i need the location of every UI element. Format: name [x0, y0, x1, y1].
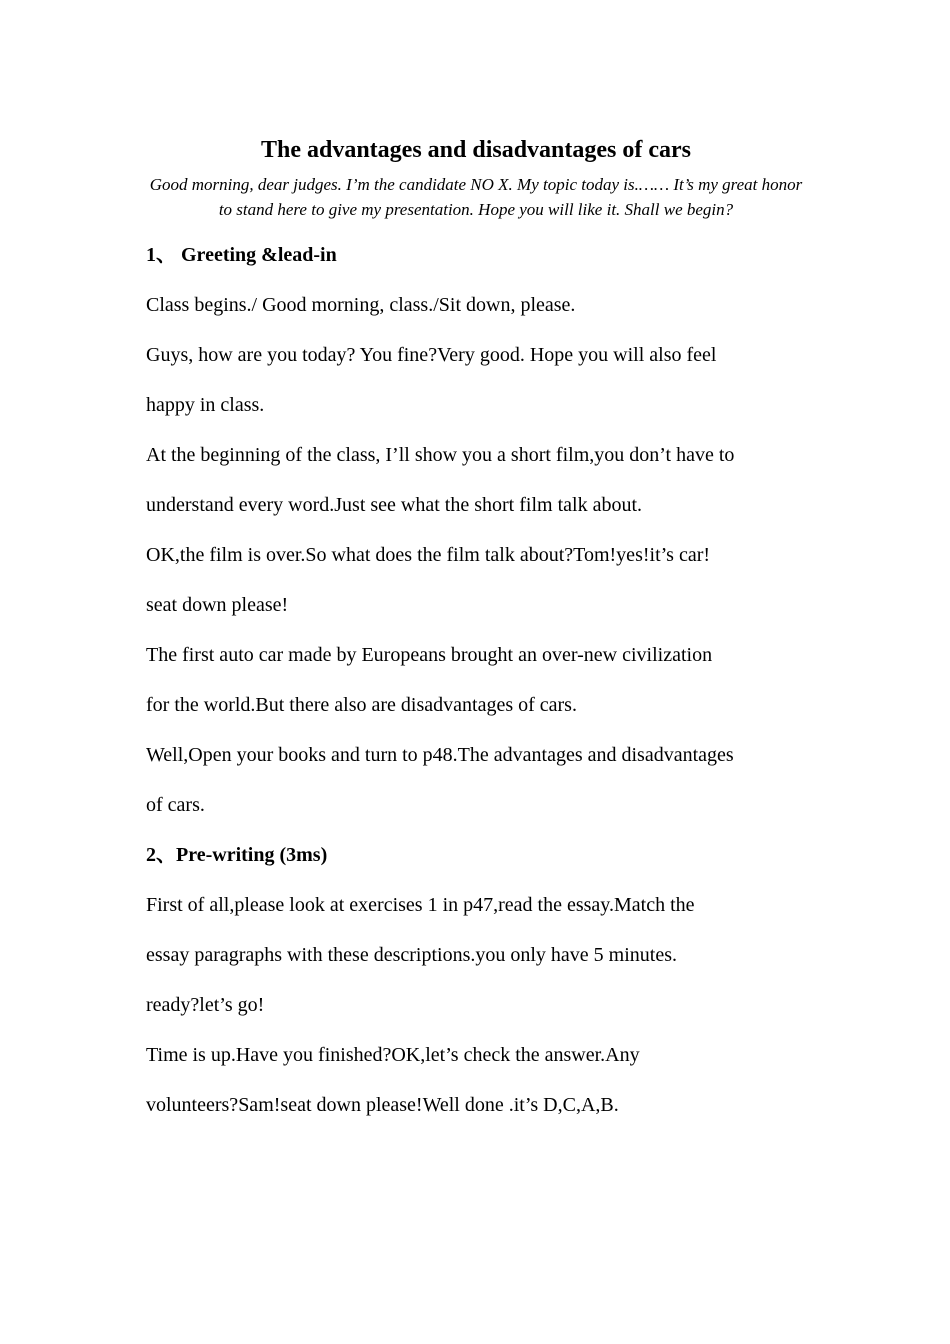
body-line: At the beginning of the class, I’ll show you a short film,you don’t have to	[146, 444, 735, 466]
section-heading: 1、 Greeting &lead-in	[146, 244, 337, 266]
body-line: First of all,please look at exercises 1 in p47,read the essay.Match the	[146, 894, 695, 916]
body-line: of cars.	[146, 794, 205, 816]
body-line: happy in class.	[146, 394, 265, 416]
body-line: The first auto car made by Europeans brought an over-new civilization	[146, 644, 713, 666]
document-page	[146, 128, 806, 1130]
body-line: ready?let’s go!	[146, 994, 265, 1016]
section-heading: 2、Pre-writing (3ms)	[146, 844, 328, 866]
body-line: seat down please!	[146, 594, 289, 616]
body-line: OK,the film is over.So what does the film talk about?Tom!yes!it’s car!	[146, 544, 711, 566]
body-line: Guys, how are you today? You fine?Very good. Hope you will also feel	[146, 344, 717, 366]
body-line: understand every word.Just see what the short film talk about.	[146, 494, 642, 516]
document-body	[146, 230, 806, 1130]
body-line: Class begins./ Good morning, class./Sit down, please.	[146, 294, 576, 316]
body-line: for the world.But there also are disadvantages of cars.	[146, 694, 577, 716]
body-line: Well,Open your books and turn to p48.The advantages and disadvantages	[146, 744, 734, 766]
document-title: The advantages and disadvantages of cars	[260, 137, 692, 163]
body-line: essay paragraphs with these descriptions.you only have 5 minutes.	[146, 944, 677, 966]
intro-paragraph: Good morning, dear judges. I’m the candidate NO X. My topic today is.…… It’s my great honor to stand here to give my presentation. Hope you will like it. Shall we begin?	[149, 175, 803, 219]
body-line: Time is up.Have you finished?OK,let’s check the answer.Any	[146, 1044, 640, 1066]
body-line: volunteers?Sam!seat down please!Well done .it’s D,C,A,B.	[146, 1094, 619, 1116]
